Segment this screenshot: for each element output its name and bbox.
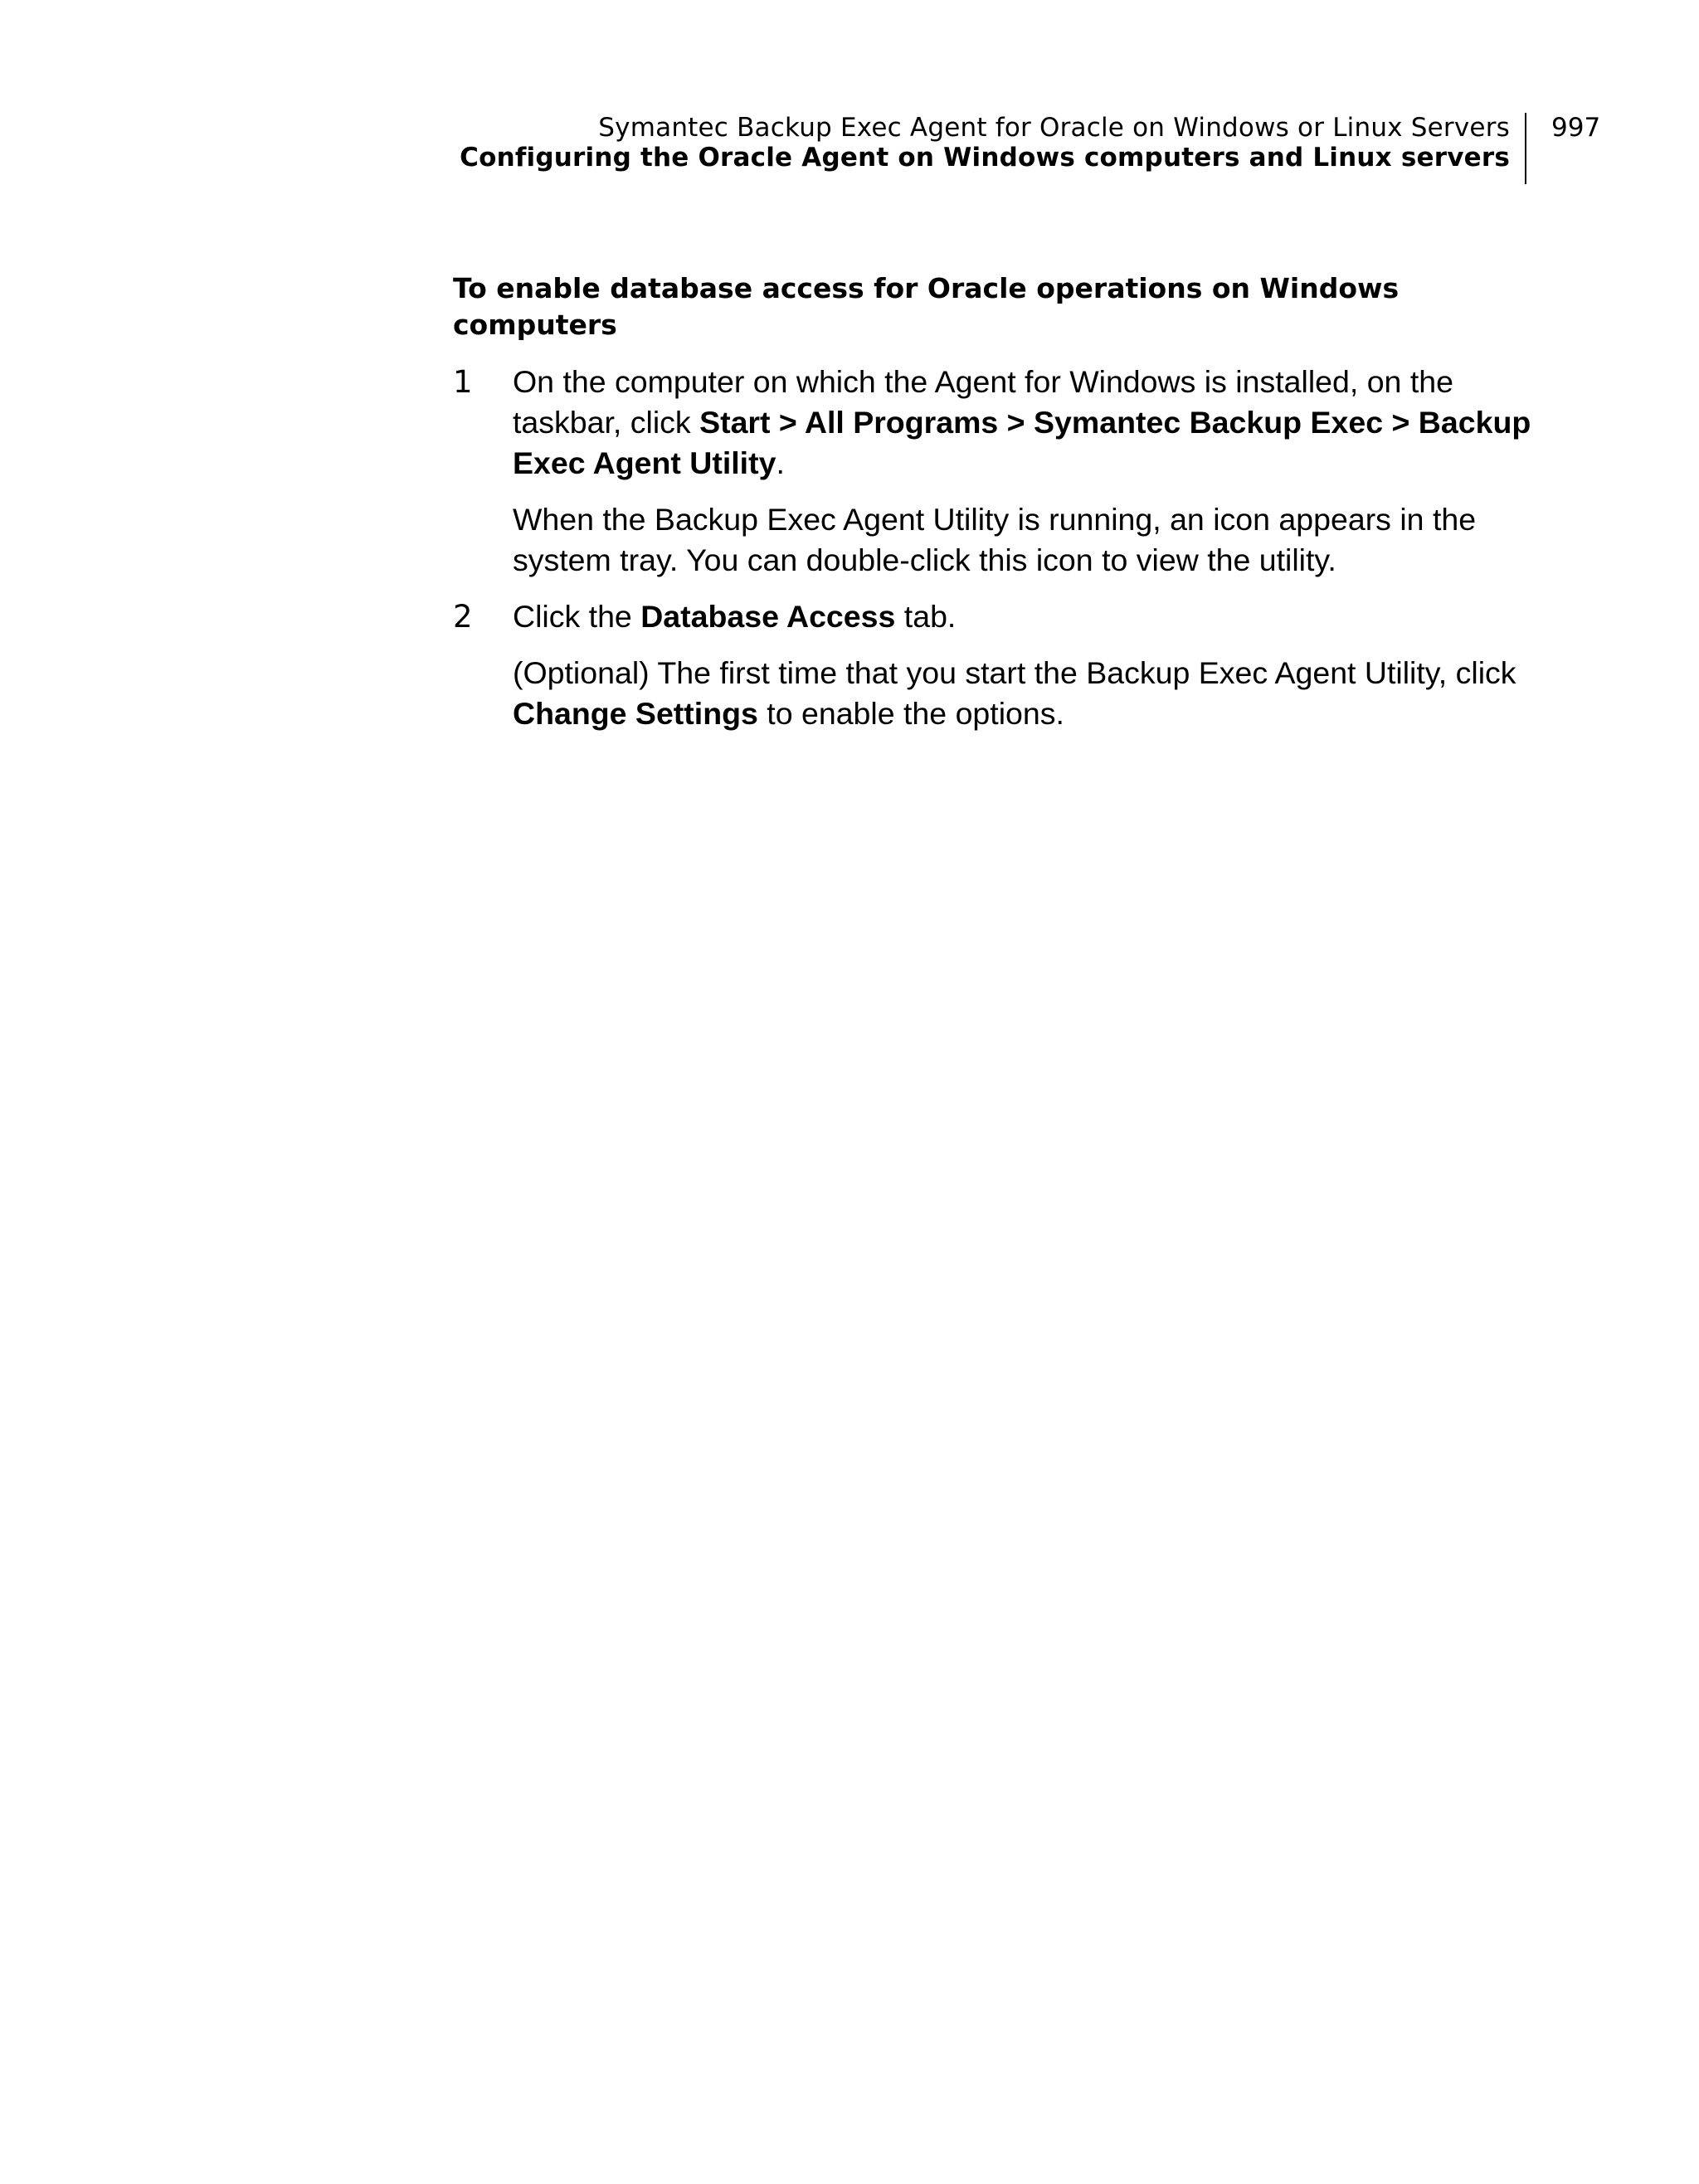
- step-note: When the Backup Exec Agent Utility is running, an icon appears in the system tray. You can double-click this icon to view the utility.: [513, 502, 1477, 577]
- chapter-title: Symantec Backup Exec Agent for Oracle on Windows or Linux Servers: [598, 113, 1510, 143]
- procedure-title: To enable database access for Oracle operations on Windows computers: [453, 272, 1400, 341]
- tab-name: Database Access: [640, 599, 896, 634]
- procedure: [453, 270, 1548, 750]
- button-name: Change Settings: [513, 696, 758, 731]
- note-text-end: to enable the options.: [757, 696, 1064, 731]
- step-text: On the computer on which the Agent for Windows is installed, on the taskbar, click: [513, 364, 1453, 440]
- step-1: [453, 362, 1548, 581]
- menu-path: Start > All Programs > Symantec Backup Exec > Backup Exec Agent Utility: [513, 405, 1531, 480]
- step-2: [453, 596, 1548, 734]
- step-instruction: [513, 596, 1548, 637]
- step-note: [513, 653, 1548, 734]
- step-number: 1: [453, 364, 473, 400]
- running-header: [348, 113, 1526, 184]
- section-title: Configuring the Oracle Agent on Windows computers and Linux servers: [460, 143, 1510, 173]
- step-text: Click the: [513, 599, 641, 634]
- note-text: (Optional) The first time that you start the Backup Exec Agent Utility, click: [513, 655, 1516, 690]
- step-instruction: [513, 362, 1548, 484]
- step-text-end: tab.: [895, 599, 957, 634]
- page-number: 997: [1551, 113, 1601, 143]
- step-number: 2: [453, 599, 473, 635]
- step-text-end: .: [776, 445, 785, 480]
